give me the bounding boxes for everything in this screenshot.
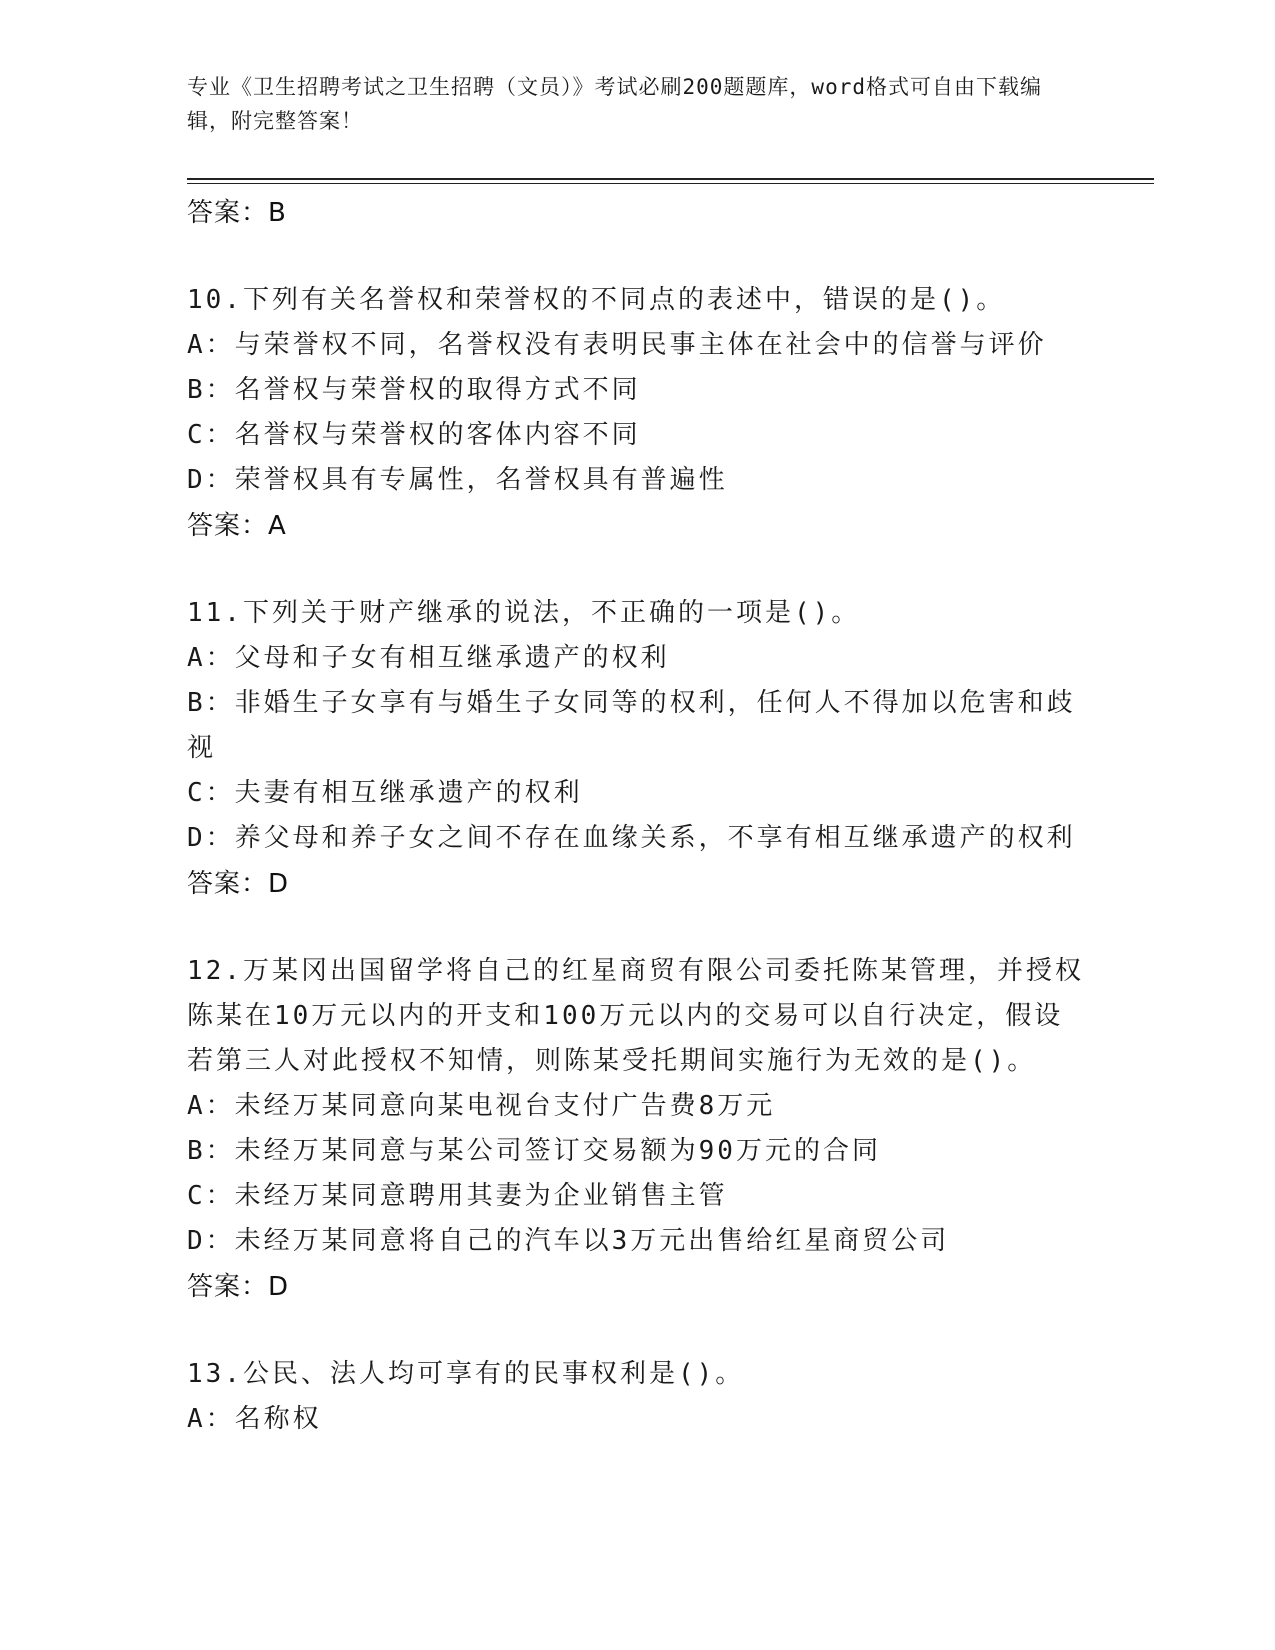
question-10 [187, 278, 1087, 549]
question-13 [187, 1352, 1087, 1442]
header-rule-thin [187, 183, 1154, 184]
option-a: A：父母和子女有相互继承遗产的权利 [187, 643, 670, 673]
question-12 [187, 949, 1087, 1310]
option-c: C：未经万某同意聘用其妻为企业销售主管 [187, 1181, 728, 1211]
answer: 答案：D [187, 1272, 290, 1302]
option-d: D：未经万某同意将自己的汽车以3万元出售给红星商贸公司 [187, 1226, 950, 1256]
option-a: A：与荣誉权不同，名誉权没有表明民事主体在社会中的信誉与评价 [187, 330, 1047, 360]
page-header [187, 70, 1067, 138]
question-stem: 13.公民、法人均可享有的民事权利是()。 [187, 1359, 745, 1389]
answer: 答案：D [187, 869, 290, 899]
question-stem: 10.下列有关名誉权和荣誉权的不同点的表述中，错误的是()。 [187, 285, 1006, 315]
header-rule-thick [187, 178, 1154, 180]
header-title: 专业《卫生招聘考试之卫生招聘（文员）》考试必刷200题题库，word格式可自由下载编辑，附完整答案！ [187, 75, 1042, 133]
option-c: C：名誉权与荣誉权的客体内容不同 [187, 420, 641, 450]
previous-answer: 答案：B [187, 198, 287, 228]
option-b: B：名誉权与荣誉权的取得方式不同 [187, 375, 641, 405]
question-list [187, 188, 1087, 1442]
question-stem: 12.万某冈出国留学将自己的红星商贸有限公司委托陈某管理，并授权陈某在10万元以内的开支和100万元以内的交易可以自行决定，假设若第三人对此授权不知情，则陈某受托期间实施行为无效的是()。 [187, 956, 1084, 1076]
option-a: A：未经万某同意向某电视台支付广告费8万元 [187, 1091, 776, 1121]
option-d: D：养父母和养子女之间不存在血缘关系，不享有相互继承遗产的权利 [187, 823, 1076, 853]
option-d: D：荣誉权具有专属性，名誉权具有普遍性 [187, 465, 728, 495]
option-b: B：非婚生子女享有与婚生子女同等的权利，任何人不得加以危害和歧视 [187, 688, 1076, 763]
option-b: B：未经万某同意与某公司签订交易额为90万元的合同 [187, 1136, 881, 1166]
answer: 答案：A [187, 511, 287, 541]
question-stem: 11.下列关于财产继承的说法，不正确的一项是()。 [187, 598, 861, 628]
option-c: C：夫妻有相互继承遗产的权利 [187, 778, 583, 808]
option-a: A：名称权 [187, 1404, 322, 1434]
question-11 [187, 591, 1087, 907]
